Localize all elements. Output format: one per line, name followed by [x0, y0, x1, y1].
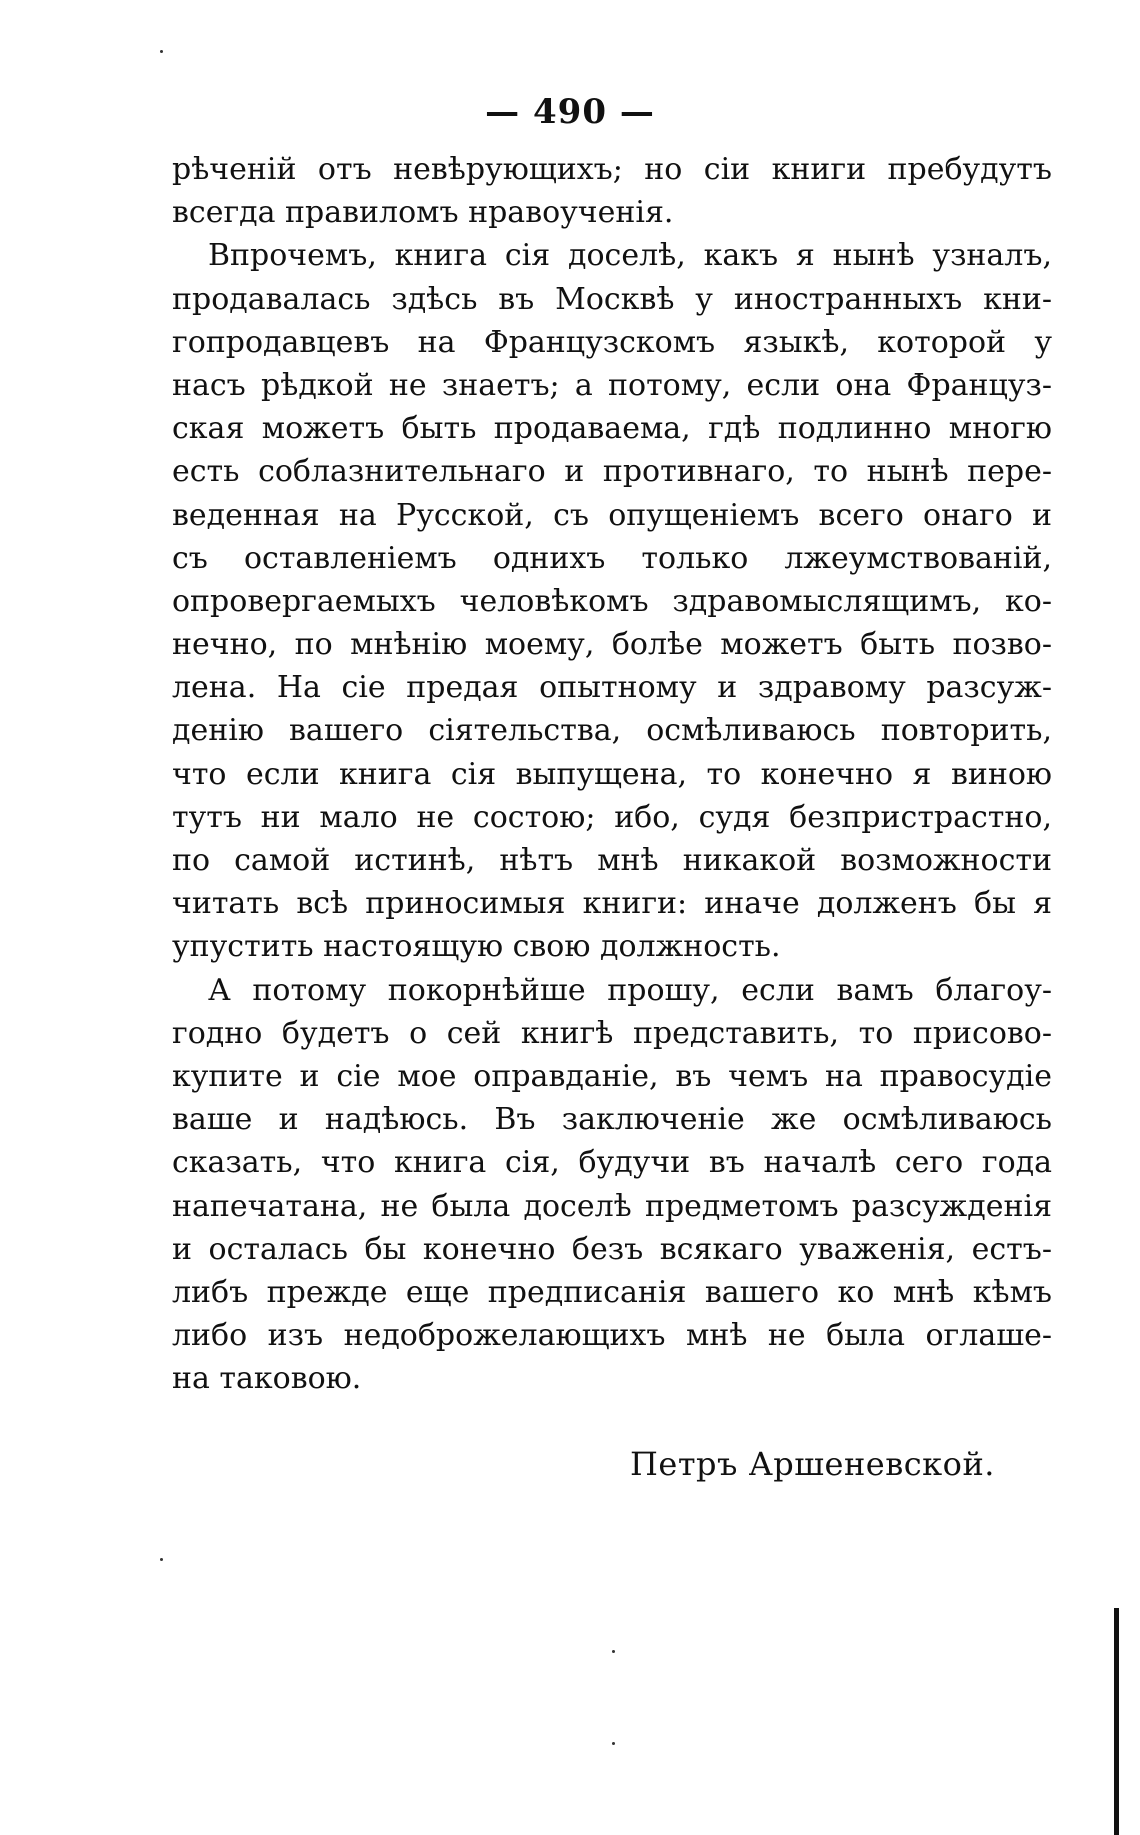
text-line: денію вашего сіятельства, осмѣливаюсь повторить, — [172, 713, 1052, 749]
text-line: на таковою. — [172, 1361, 362, 1397]
text-line: ваше и надѣюсь. Въ заключеніе же осмѣливаюсь — [172, 1102, 1052, 1138]
text-line: напечатана, не была доселѣ предметомъ разсужденія — [172, 1188, 1052, 1224]
text-line: либъ прежде еще предписанія вашего ко мнѣ кѣмъ — [172, 1274, 1052, 1310]
scan-speck — [612, 1742, 615, 1745]
text-line: Впрочемъ, книга сія доселѣ, какъ я нынѣ узналъ, — [208, 238, 1052, 274]
page-number: — 490 — — [485, 92, 655, 132]
text-line: годно будетъ о сей книгѣ представить, то присово- — [172, 1015, 1052, 1051]
body-text — [172, 148, 1052, 1400]
text-line: тутъ ни мало не состою; ибо, судя безпристрастно, — [172, 799, 1052, 835]
text-line: гопродавцевъ на Французскомъ языкѣ, которой у — [172, 324, 1052, 360]
signature: Петръ Аршеневской. — [630, 1445, 995, 1483]
text-line: рѣченій отъ невѣрующихъ; но сіи книги пребудутъ — [172, 152, 1052, 187]
text-line: либо изъ недоброжелающихъ мнѣ не была оглаше- — [172, 1318, 1052, 1354]
text-line: веденная на Русской, съ опущеніемъ всего онаго и — [172, 497, 1052, 533]
text-line: А потому покорнѣйше прошу, если вамъ благоу- — [208, 972, 1052, 1008]
text-line: читать всѣ приносимыя книги: иначе долженъ бы я — [172, 886, 1052, 922]
text-line: насъ рѣдкой не знаетъ; а потому, если она Француз- — [172, 367, 1052, 403]
text-line: по самой истинѣ, нѣтъ мнѣ никакой возможности — [172, 843, 1052, 878]
text-line: купите и сіе мое оправданіе, въ чемъ на правосудіе — [172, 1058, 1052, 1094]
scan-speck — [160, 1558, 163, 1561]
text-line: сказать, что книга сія, будучи въ началѣ сего года — [172, 1145, 1052, 1181]
text-line: всегда правиломъ нравоученія. — [172, 195, 674, 231]
text-line: лена. На сіе предая опытному и здравому разсуж- — [172, 670, 1052, 706]
text-line: что если книга сія выпущена, то конечно я виною — [172, 756, 1052, 792]
text-line: продавалась здѣсь въ Москвѣ у иностранныхъ кни- — [172, 281, 1052, 317]
scan-speck — [612, 1650, 615, 1653]
text-line: нечно, по мнѣнію моему, болѣе можетъ быть позво- — [172, 627, 1052, 663]
page-edge-shadow — [1114, 1608, 1119, 1835]
scan-speck — [160, 50, 163, 53]
text-line: упустить настоящую свою должность. — [172, 929, 781, 965]
text-line: есть соблазнительнаго и противнаго, то нынѣ пере- — [172, 454, 1052, 490]
text-line: съ оставленіемъ однихъ только лжеумствованій, — [172, 540, 1052, 576]
text-line: ская можетъ быть продаваема, гдѣ подлинно многю — [172, 411, 1052, 447]
text-line: опровергаемыхъ человѣкомъ здравомыслящимъ, ко- — [172, 583, 1052, 619]
text-line: и осталась бы конечно безъ всякаго уваженія, естъ- — [172, 1231, 1052, 1267]
